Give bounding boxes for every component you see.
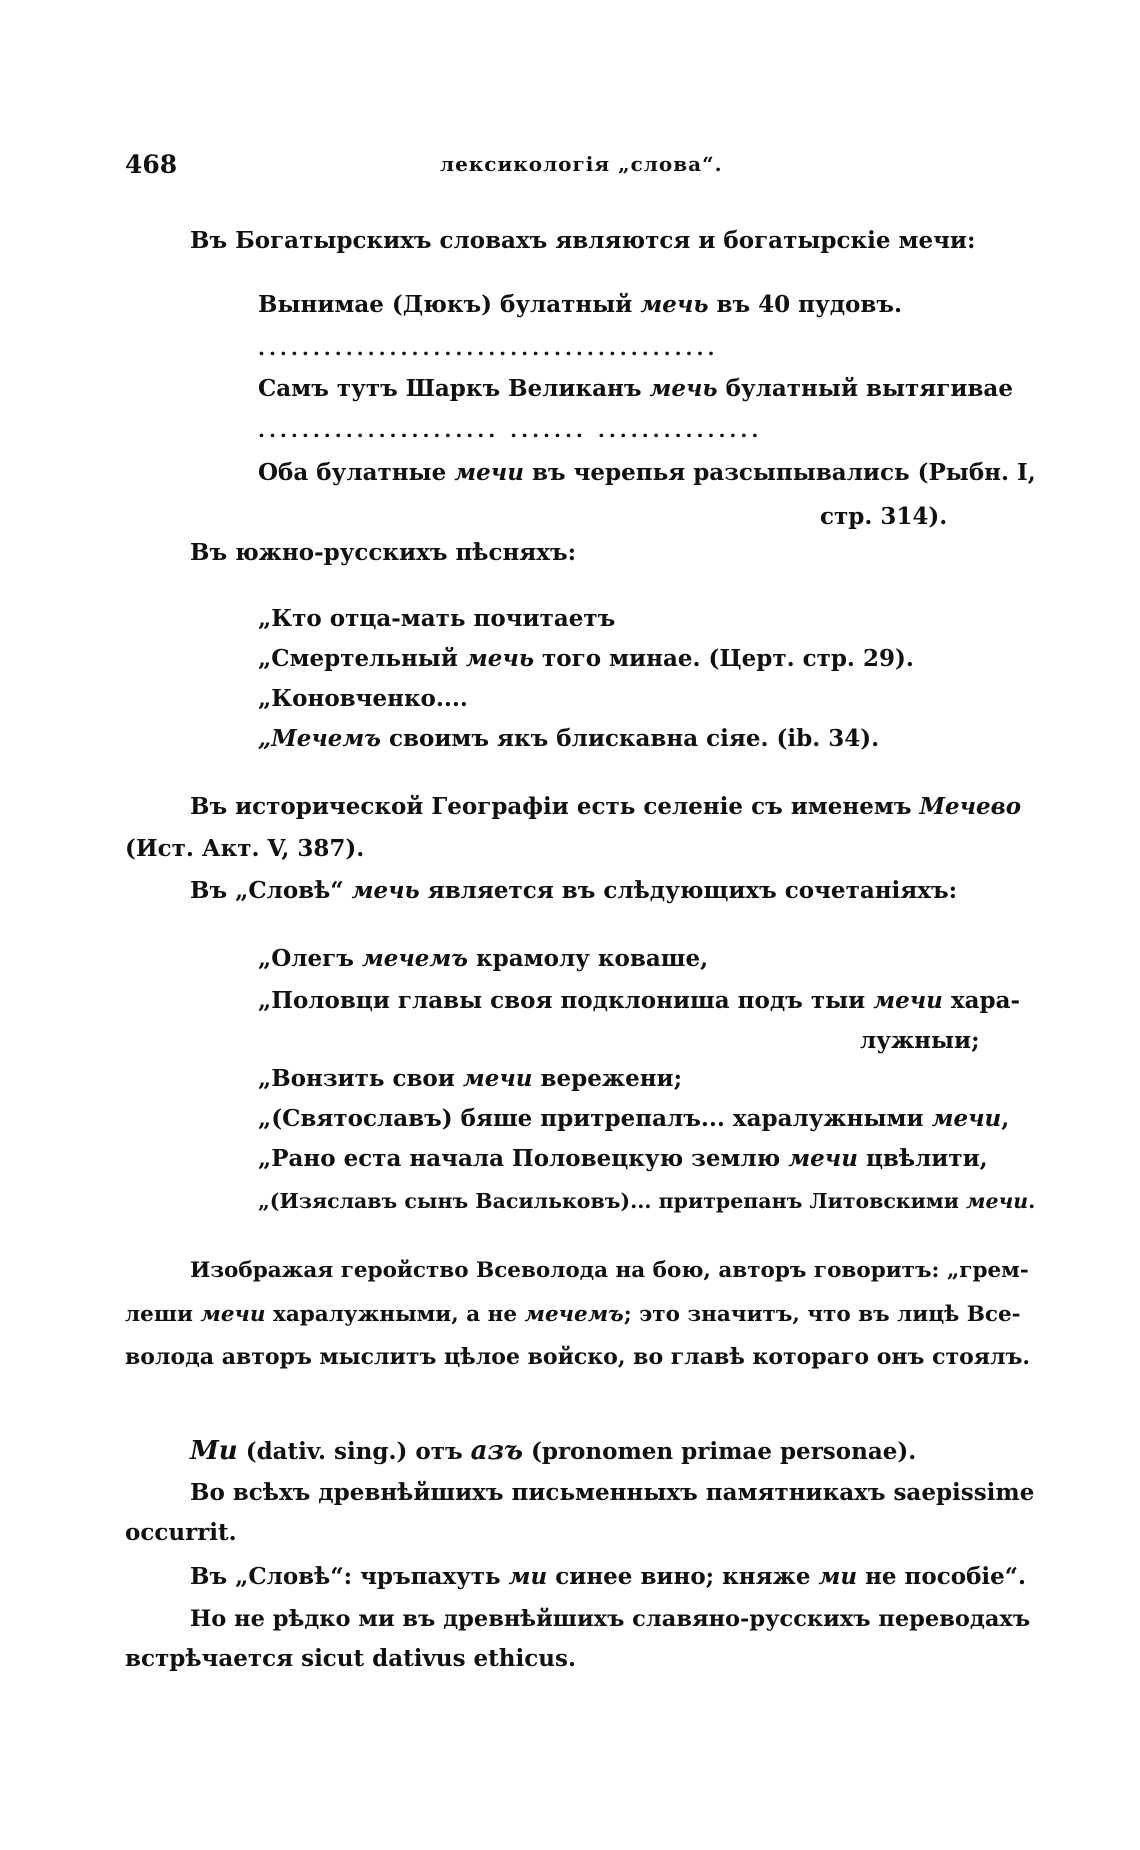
page-header — [125, 150, 1030, 190]
song-line-1: „Кто отца-мать почитаетъ — [258, 605, 616, 632]
song-line-3: „Коновченко.... — [258, 685, 468, 712]
para3-line-3: Въ „Словѣ“ мечь является въ слѣдующихъ сочетаніяхъ: — [190, 877, 958, 904]
entry-mi-line-6: встрѣчается sicut dativus ethicus. — [125, 1645, 576, 1672]
verse-line-1: Вынимае (Дюкъ) булатный мечь въ 40 пудовъ. — [258, 291, 903, 318]
quote-line-2: „Половци главы своя подклониша подъ тыи мечи хара- — [258, 987, 1021, 1014]
para3-line-2: (Ист. Акт. V, 387). — [125, 835, 365, 862]
para1-intro: Въ Богатырскихъ словахъ являются и богатырскіе мечи: — [190, 227, 976, 254]
entry-mi-line-4: Въ „Словѣ“: чръпахуть ми синее вино; княже ми не пособіе“. — [190, 1563, 1027, 1590]
entry-mi-line-5: Но не рѣдко ми въ древнѣйшихъ славяно-русскихъ переводахъ — [190, 1606, 1031, 1632]
quote-line-4: „(Святославъ) бяше притрепалъ... харалужными мечи, — [258, 1105, 1010, 1132]
quote-line-2-continuation: лужныи; — [860, 1027, 980, 1054]
page-number: 468 — [125, 150, 178, 179]
para5-line-1: Изображая геройство Всеволода на бою, авторъ говоритъ: „грем- — [190, 1258, 1029, 1283]
quote-line-3: „Вонзить свои мечи вережени; — [258, 1065, 683, 1092]
ellipsis-row-2: ...................... ....... ............... — [258, 418, 763, 442]
song-line-4: „Мечемъ своимъ якъ блискавна сіяе. (ib. 34). — [258, 725, 880, 752]
para5-line-3: волода авторъ мыслитъ цѣлое войско, во главѣ котораго онъ стоялъ. — [125, 1344, 1031, 1370]
running-head: лексикологія „слова“. — [440, 152, 723, 176]
entry-mi-line-1: Ми (dativ. sing.) отъ азъ (pronomen primae personae). — [190, 1436, 917, 1466]
quote-line-1: „Олегъ мечемъ крамолу коваше, — [258, 945, 709, 972]
song-line-2: „Смертельный мечь того минае. (Церт. стр. 29). — [258, 645, 914, 672]
para5-line-2: леши мечи харалужными, а не мечемъ; это значитъ, что въ лицѣ Все- — [125, 1302, 1021, 1327]
verse-line-3: Оба булатные мечи въ черепья разсыпывались (Рыбн. I, — [258, 459, 1036, 486]
ellipsis-row-1: .......................................... — [258, 336, 719, 360]
verse-line-3-reference: стр. 314). — [820, 503, 948, 530]
entry-mi-line-2: Во всѣхъ древнѣйшихъ письменныхъ памятникахъ saepissime — [190, 1479, 1035, 1506]
para3-line-1: Въ исторической Географіи есть селеніе съ именемъ Мечево — [190, 793, 1022, 820]
entry-mi-line-3: occurrit. — [125, 1519, 237, 1546]
entry-headword: Ми — [190, 1436, 238, 1466]
verse-line-2: Самъ тутъ Шаркъ Великанъ мечь булатный вытягивае — [258, 375, 1013, 402]
quote-line-5: „Рано еста начала Половецкую землю мечи цвѣлити, — [258, 1145, 988, 1172]
quote-line-6: „(Изяславъ сынъ Васильковъ)... притрепанъ Литовскими мечи. — [258, 1189, 1036, 1213]
para2-intro: Въ южно-русскихъ пѣсняхъ: — [190, 539, 577, 566]
